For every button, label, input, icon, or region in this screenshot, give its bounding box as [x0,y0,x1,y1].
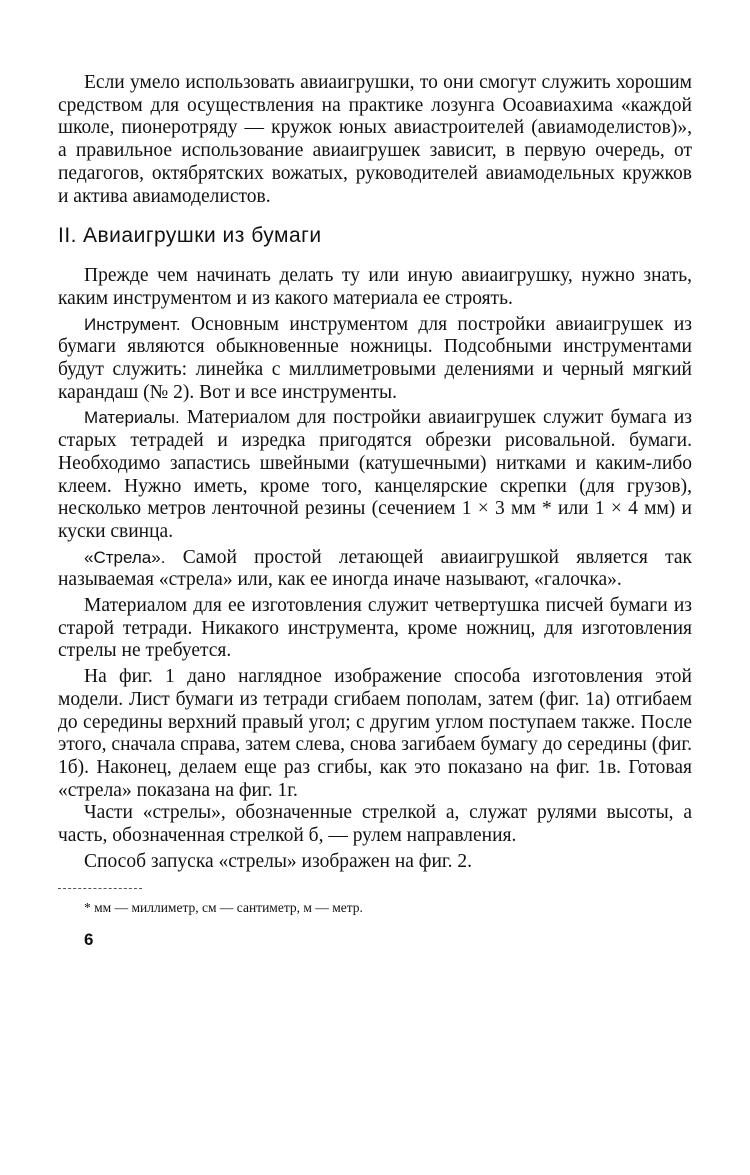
arrow-lead: «Стрела». [84,547,166,567]
paragraph-material-sheet: Материалом для ее изготовления служит четвертушка писчей бумаги из старой тетради. Никакого инструмента, кроме ножниц, для изготовления стрелы не требуется. [58,595,692,662]
footnote-divider [58,888,142,889]
materials-lead: Материалы. [84,408,180,428]
section-heading [58,221,692,251]
tools-lead: Инструмент. [84,314,181,334]
tools-text: Основным инструментом для постройки авиаигрушек из бумаги являются обыкновенные ножницы. Подсобными инструментами будут служить: линейка с миллиметровыми делениями и черный мягкий карандаш (№ 2). Вот и все инструменты. [58,313,692,403]
arrow-text: Самой простой летающей авиаигрушкой является так называемая «стрела» или, как ее иногда иначе называют, «галочка». [58,546,692,591]
paragraph-before: Прежде чем начинать делать ту или иную авиаигрушку, нужно знать, каким инструментом и из какого материала ее строять. [58,265,692,309]
paragraph-fig1: На фиг. 1 дано наглядное изображение способа изготовления этой модели. Лист бумаги из тетради сгибаем пополам, затем (фиг. 1а) отгибаем до середины верхний правый угол; с другим углом поступаем также. После этого, сначала справа, затем слева, снова загибаем бумагу до середины (фиг. 1б). Наконец, делаем еще раз сгибы, как это показано на фиг. 1в. Готовая «стрела» показана на фиг. 1г. [58,666,692,801]
section-number: II. [58,224,78,248]
intro-paragraph: Если умело использовать авиаигрушки, то они смогут служить хорошим средством для осуществления на практике лозунга Осоавиахима «каждой школе, пионеротряду — кружок юных авиастроителей (авиамоделистов)», а правильное использование авиаигрушек зависит, в первую очередь, от педагогов, октябрятских вожатых, руководителей авиамодельных кружков и актива авиамоделистов. [58,72,692,207]
paragraph-materials [58,407,692,543]
page-number: 6 [84,929,94,949]
book-page [58,72,692,951]
materials-text: Материалом для постройки авиаигрушек служит бумага из старых тетрадей и изредка пригодятся обрезки рисовальной. бумаги. Необходимо запастись швейными (катушечными) нитками и каким-либо клеем. Нужно иметь, кроме того, канцелярские скрепки (для грузов), несколько метров ленточной резины (сечением 1 × 3 мм * или 1 × 4 мм) и куски свинца. [58,407,693,542]
footnote: * мм — миллиметр, см — сантиметр, м — метр. [84,899,363,915]
paragraph-arrow [58,547,692,592]
paragraph-launch: Способ запуска «стрелы» изображен на фиг. 2. [84,850,473,872]
paragraph-tools [58,314,692,405]
paragraph-parts: Части «стрелы», обозначенные стрелкой а, служат рулями высоты, а часть, обозначенная стрелкой б, — рулем направления. [58,802,692,847]
section-title: Авиаигрушки из бумаги [83,224,322,248]
